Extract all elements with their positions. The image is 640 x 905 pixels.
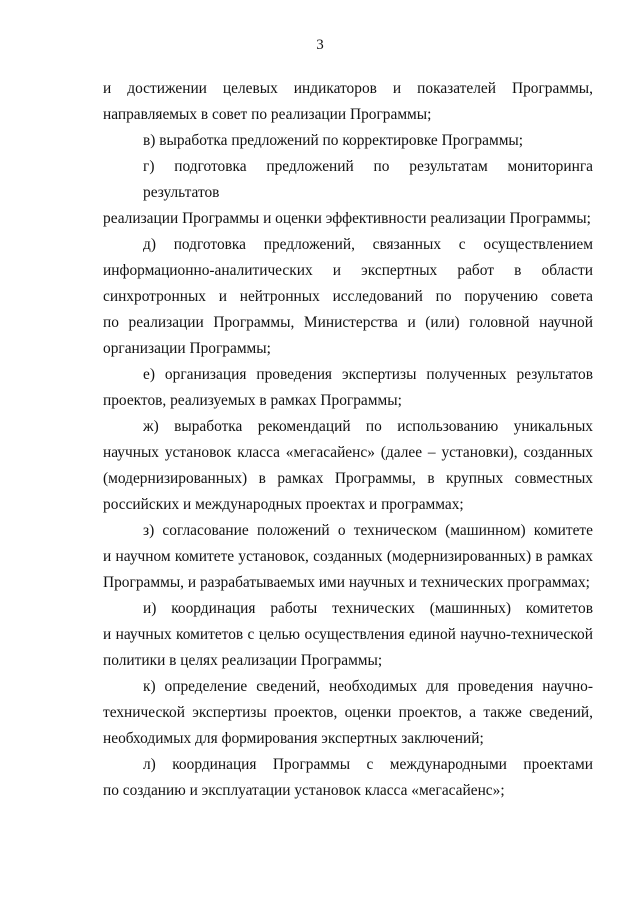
text-line: научных установок класса «мегасайенс» (далее – установки), созданных (103, 444, 593, 461)
paragraph-item-i (103, 596, 593, 674)
text-line: российских и международных проектах и программах; (103, 496, 464, 513)
paragraph-item-e (103, 362, 593, 414)
paragraph-item-g (103, 154, 593, 232)
text-line: синхротронных и нейтронных исследований по поручению совета (103, 288, 593, 305)
paragraph-item-z (103, 518, 593, 596)
text-line: к) определение сведений, необходимых для проведения научно- (143, 678, 593, 695)
text-line: (модернизированных) в рамках Программы, в крупных совместных (103, 470, 593, 487)
paragraph-continuation (103, 76, 593, 128)
text-line: д) подготовка предложений, связанных с осуществлением (143, 236, 593, 253)
text-line: е) организация проведения экспертизы полученных результатов (143, 366, 593, 383)
text-line: л) координация Программы с международными проектами (143, 756, 593, 773)
text-line: организации Программы; (103, 340, 271, 357)
text-line: политики в целях реализации Программы; (103, 652, 383, 669)
text-line: Программы, и разрабатываемых ими научных и технических программах; (103, 574, 590, 591)
text-line: информационно-аналитических и экспертных работ в области (103, 262, 593, 279)
text-line: г) подготовка предложений по результатам мониторинга результатов (143, 158, 593, 201)
document-body (103, 76, 593, 804)
text-line: проектов, реализуемых в рамках Программы; (103, 392, 402, 409)
text-line: з) согласование положений о техническом (машинном) комитете (143, 522, 593, 539)
text-line: и научных комитетов с целью осуществления единой научно-технической (103, 626, 593, 643)
text-line: необходимых для формирования экспертных заключений; (103, 730, 484, 747)
text-line: в) выработка предложений по корректировке Программы; (143, 132, 524, 149)
paragraph-item-zh (103, 414, 593, 518)
text-line: по реализации Программы, Министерства и (или) головной научной (103, 314, 593, 331)
text-line: технической экспертизы проектов, оценки проектов, а также сведений, (103, 704, 593, 721)
paragraph-item-v (103, 128, 593, 154)
text-line: ж) выработка рекомендаций по использованию уникальных (143, 418, 593, 435)
text-line: направляемых в совет по реализации Программы; (103, 106, 432, 123)
paragraph-item-l (103, 752, 593, 804)
paragraph-item-k (103, 674, 593, 752)
text-line: по созданию и эксплуатации установок класса «мегасайенс»; (103, 782, 505, 799)
page-number: 3 (316, 37, 324, 53)
text-line: реализации Программы и оценки эффективности реализации Программы; (103, 210, 591, 227)
text-line: и достижении целевых индикаторов и показателей Программы, (103, 80, 593, 97)
text-line: и) координация работы технических (машинных) комитетов (143, 600, 593, 617)
text-line: и научном комитете установок, созданных (модернизированных) в рамках (103, 548, 593, 565)
paragraph-item-d (103, 232, 593, 362)
